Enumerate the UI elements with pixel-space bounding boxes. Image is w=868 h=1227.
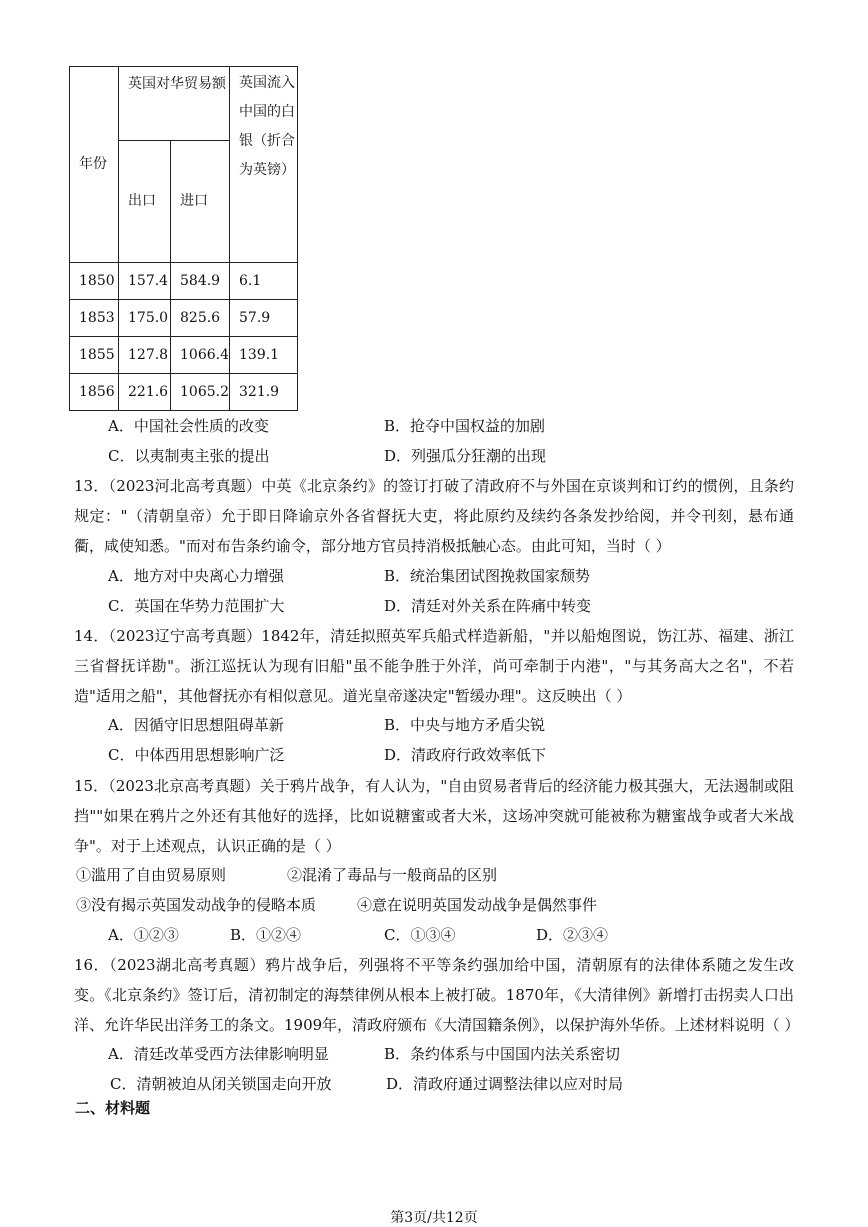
q15-item-1: ①滥用了自由贸易原则 <box>76 866 227 884</box>
q15-stem: 15．（2023北京高考真题）关于鸦片战争，有人认为，"自由贸易者背后的经济能力极其强大，无法遏制或阻挡""如果在鸦片之外还有其他好的选择，比如说糖蜜或者大米，这场冲突就可能被称为糖蜜战争或者大米战争"。对于上述观点，认识正确的是（ ） <box>74 777 794 855</box>
q16-option-c: C．清朝被迫从闭关锁国走向开放 <box>110 1075 332 1093</box>
q12-option-d: D．列强瓜分狂潮的出现 <box>384 447 547 465</box>
q13-stem: 13．（2023河北高考真题）中英《北京条约》的签订打破了清政府不与外国在京谈判和订约的惯例，且条约规定："（清朝皇帝）允于即日降谕京外各省督抚大吏，将此原约及续约各条发抄给阅，并令刊刻，悬布通衢，咸使知悉。"而对布告条约谕令，部分地方官员持消极抵触心态。由此可知，当时（ ） <box>74 477 794 555</box>
cell-silver: 139.1 <box>230 337 298 374</box>
header-trade: 英国对华贸易额 <box>119 67 230 141</box>
q14-option-a: A．因循守旧思想阻碍革新 <box>108 716 284 734</box>
cell-year: 1856 <box>70 374 119 411</box>
q15-item-4: ④意在说明英国发动战争是偶然事件 <box>357 896 598 914</box>
q13-option-a: A．地方对中央离心力增强 <box>108 567 284 585</box>
q15-option-a: A．①②③ <box>108 926 179 944</box>
q16-option-b: B．条约体系与中国国内法关系密切 <box>384 1045 621 1063</box>
q15-option-c: C．①③④ <box>384 926 456 944</box>
cell-export: 157.4 <box>119 263 171 300</box>
q12-option-c: C．以夷制夷主张的提出 <box>108 447 270 465</box>
q16-stem: 16．（2023湖北高考真题）鸦片战争后，列强将不平等条约强加给中国，清朝原有的法律体系随之发生改变。《北京条约》签订后，清初制定的海禁律例从根本上被打破。1870年，《大清律例》新增打击拐卖人口出洋、允许华民出洋务工的条文。1909年，清政府颁布《大清国籍条例》，以保护海外华侨。上述材料说明（ ） <box>74 956 800 1034</box>
table-row <box>70 337 298 374</box>
q16-option-a: A．清廷改革受西方法律影响明显 <box>108 1045 329 1063</box>
cell-silver: 57.9 <box>230 300 298 337</box>
cell-import: 1065.2 <box>171 374 230 411</box>
header-export: 出口 <box>119 141 171 263</box>
q15-item-2: ②混淆了毒品与一般商品的区别 <box>287 866 498 884</box>
q14-option-c: C．中体西用思想影响广泛 <box>108 746 285 764</box>
table-row <box>70 300 298 337</box>
q16-option-d: D．清政府通过调整法律以应对时局 <box>386 1075 624 1093</box>
header-year: 年份 <box>70 67 119 263</box>
table-row <box>70 374 298 411</box>
cell-import: 1066.4 <box>171 337 230 374</box>
cell-import: 584.9 <box>171 263 230 300</box>
q13-option-c: C．英国在华势力范围扩大 <box>108 597 285 615</box>
cell-export: 175.0 <box>119 300 171 337</box>
cell-year: 1850 <box>70 263 119 300</box>
q12-option-a: A．中国社会性质的改变 <box>108 417 269 435</box>
q15-option-d: D．②③④ <box>536 926 609 944</box>
header-import: 进口 <box>171 141 230 263</box>
trade-table <box>69 66 298 411</box>
cell-export: 127.8 <box>119 337 171 374</box>
q12-option-b: B．抢夺中国权益的加剧 <box>384 417 546 435</box>
q15-option-b: B．①②④ <box>230 926 302 944</box>
cell-year: 1853 <box>70 300 119 337</box>
page-footer: 第3页/共12页 <box>390 1210 478 1226</box>
q13-option-d: D．清廷对外关系在阵痛中转变 <box>384 597 592 615</box>
cell-silver: 321.9 <box>230 374 298 411</box>
cell-export: 221.6 <box>119 374 171 411</box>
q14-stem: 14．（2023辽宁高考真题）1842年，清廷拟照英军兵船式样造新船，"并以船炮图说，饬江苏、福建、浙江三省督抚详勘"。浙江巡抚认为现有旧船"虽不能争胜于外洋，尚可牵制于内港"，"与其务高大之名"，不若造"适用之船"，其他督抚亦有相似意见。道光皇帝遂决定"暂缓办理"。这反映出（ ） <box>74 627 794 705</box>
cell-import: 825.6 <box>171 300 230 337</box>
q14-option-b: B．中央与地方矛盾尖锐 <box>384 716 546 734</box>
cell-year: 1855 <box>70 337 119 374</box>
q14-option-d: D．清政府行政效率低下 <box>384 746 547 764</box>
header-silver: 英国流入中国的白银（折合为英镑） <box>230 67 298 263</box>
table-row <box>70 263 298 300</box>
q15-item-3: ③没有揭示英国发动战争的侵略本质 <box>76 896 317 914</box>
cell-silver: 6.1 <box>230 263 298 300</box>
section-title: 二、材料题 <box>75 1099 151 1117</box>
q13-option-b: B．统治集团试图挽救国家颓势 <box>384 567 591 585</box>
